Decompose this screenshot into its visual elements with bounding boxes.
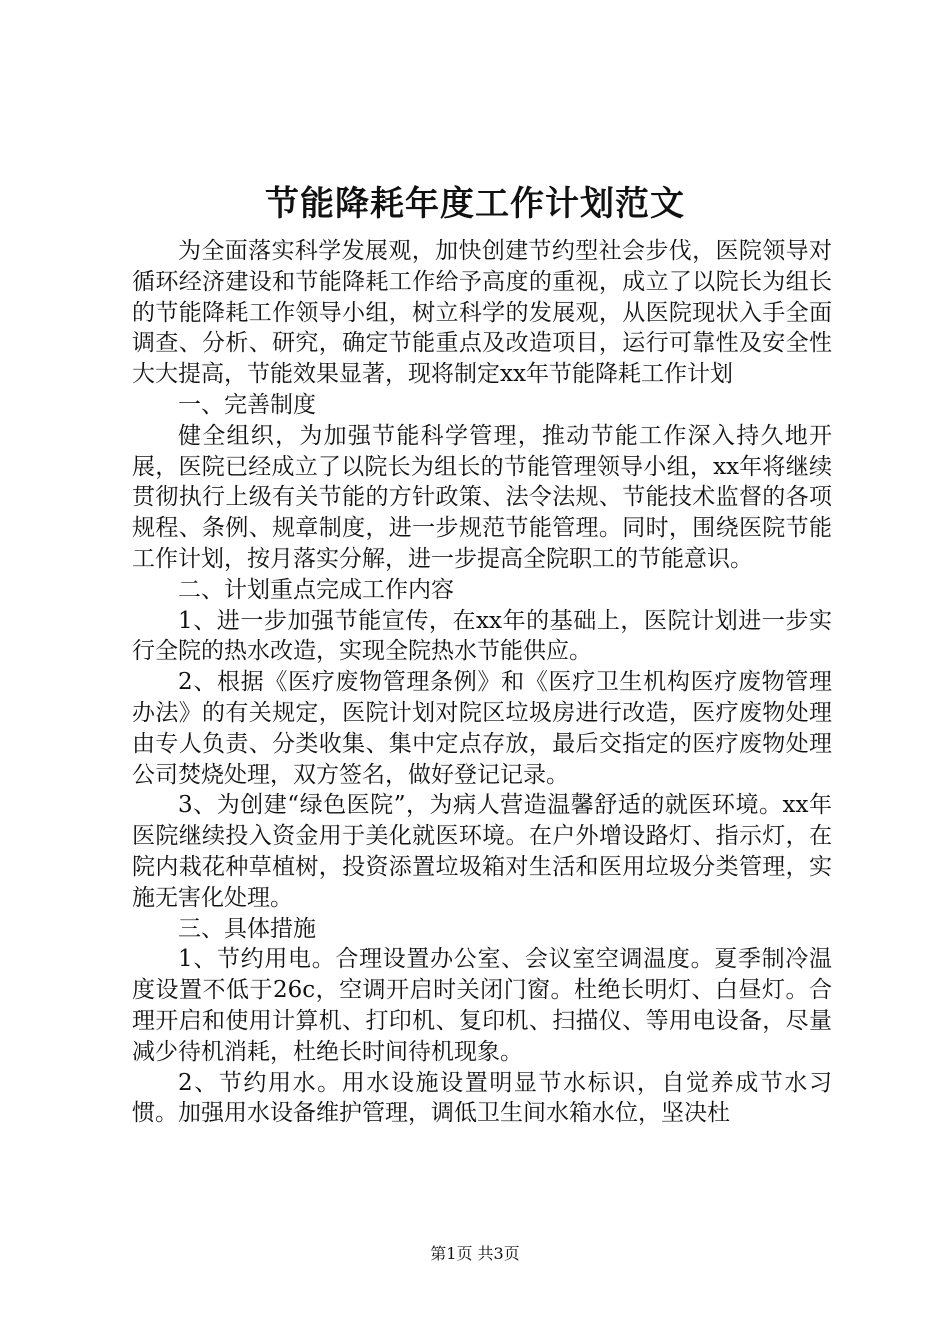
section-2-item-3: 3、为创建“绿色医院”，为病人营造温馨舒适的就医环境。xx年医院继续投入资金用于美化就医环境。在户外增设路灯、指示灯，在院内栽花种草植树，投资添置垃圾箱对生活和医用垃圾分类管理，实施无害化处理。 bbox=[132, 792, 832, 911]
section-heading-2: 二、计划重点完成工作内容 bbox=[178, 576, 454, 603]
section-2-item-2: 2、根据《医疗废物管理条例》和《医疗卫生机构医疗废物管理办法》的有关规定，医院计划对院区垃圾房进行改造，医疗废物处理由专人负责、分类收集、集中定点存放，最后交指定的医疗废物处理公司焚烧处理，双方签名，做好登记记录。 bbox=[132, 669, 832, 788]
section-3-item-1: 1、节约用电。合理设置办公室、会议室空调温度。夏季制冷温度设置不低于26c，空调开启时关闭门窗。杜绝长明灯、白昼灯。合理开启和使用计算机、打印机、复印机、扫描仪、等用电设备，尽量减少待机消耗，杜绝长时间待机现象。 bbox=[132, 946, 832, 1065]
page-title: 节能降耗年度工作计划范文 bbox=[265, 184, 685, 224]
section-1-paragraph: 健全组织，为加强节能科学管理，推动节能工作深入持久地开展，医院已经成立了以院长为组长的节能管理领导小组，xx年将继续贯彻执行上级有关节能的方针政策、法令法规、节能技术监督的各项规程、条例、规章制度，进一步规范节能管理。同时，围绕医院节能工作计划，按月落实分解，进一步提高全院职工的节能意识。 bbox=[132, 422, 832, 572]
section-heading-1: 一、完善制度 bbox=[178, 391, 316, 418]
section-3-item-2: 2、节约用水。用水设施设置明显节水标识，自觉养成节水习惯。加强用水设备维护管理，调低卫生间水箱水位，坚决杜 bbox=[132, 1069, 832, 1127]
intro-paragraph: 为全面落实科学发展观，加快创建节约型社会步伐，医院领导对循环经济建设和节能降耗工作给予高度的重视，成立了以院长为组长的节能降耗工作领导小组，树立科学的发展观，从医院现状入手全面调查、分析、研究，确定节能重点及改造项目，运行可靠性及安全性大大提高，节能效果显著，现将制定xx年节能降耗工作计划 bbox=[132, 238, 832, 388]
section-heading-3: 三、具体措施 bbox=[178, 915, 316, 942]
page-footer: 第1页 共3页 bbox=[430, 1244, 520, 1263]
document-body bbox=[132, 236, 832, 1129]
section-2-item-1: 1、进一步加强节能宣传，在xx年的基础上，医院计划进一步实行全院的热水改造，实现全院热水节能供应。 bbox=[132, 607, 832, 665]
